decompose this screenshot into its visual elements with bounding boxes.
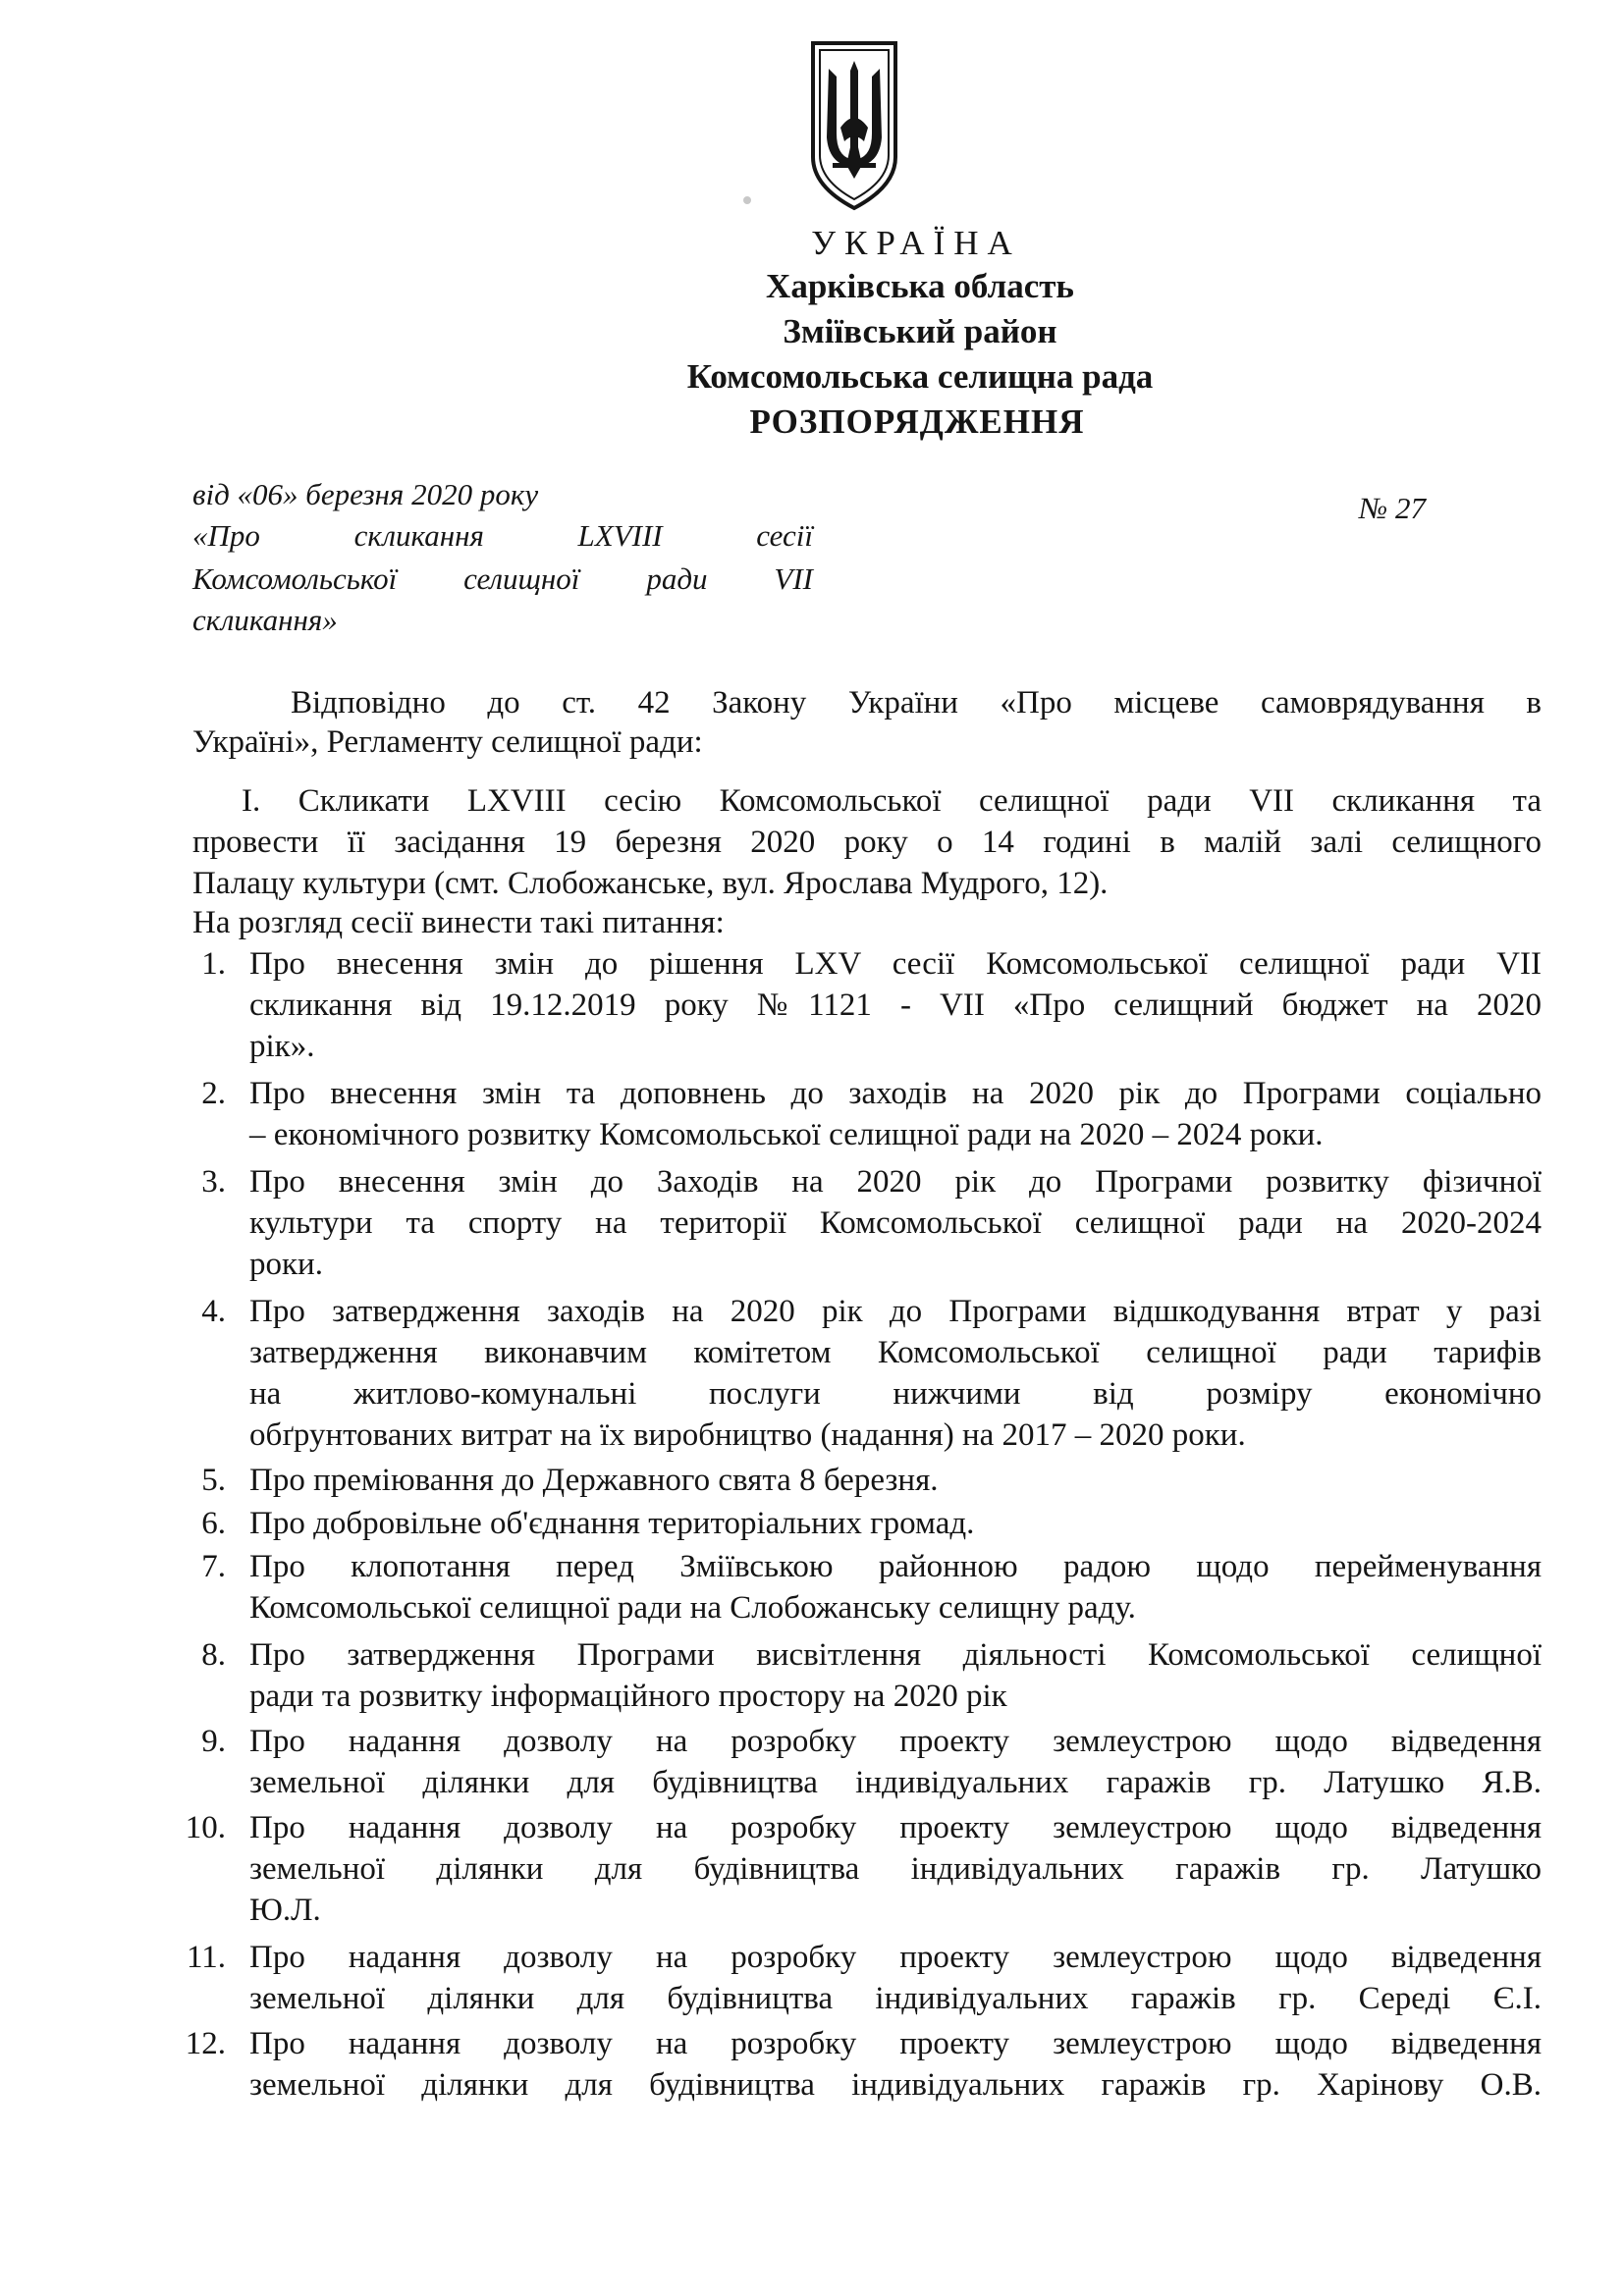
agenda-item-number: 11. bbox=[186, 1940, 226, 1975]
order-subject-line: скликання» bbox=[192, 603, 338, 637]
agenda-item-line: Про надання дозволу на розробку проекту землеустрою щодо відведення bbox=[249, 1940, 1542, 1975]
agenda-item-line: роки. bbox=[249, 1247, 323, 1282]
intro-line: Україні», Регламенту селищної ради: bbox=[192, 724, 703, 760]
agenda-item-number: 2. bbox=[201, 1076, 226, 1111]
agenda-item-number: 12. bbox=[185, 2026, 226, 2061]
district-name: Зміївський район bbox=[783, 312, 1057, 350]
agenda-item-number: 10. bbox=[185, 1810, 226, 1845]
agenda-item-line: земельної ділянки для будівництва індивідуальних гаражів гр. Харінову О.В. bbox=[249, 2067, 1542, 2103]
council-name: Комсомольська селищна рада bbox=[686, 357, 1154, 396]
agenda-item-line: обґрунтованих витрат на їх виробництво (надання) на 2017 – 2020 роки. bbox=[249, 1417, 1246, 1453]
agenda-item-line: Комсомольської селищної ради на Слобожанську селищну раду. bbox=[249, 1590, 1136, 1626]
agenda-item-line: земельної ділянки для будівництва індивідуальних гаражів гр. Латушко bbox=[249, 1851, 1542, 1887]
agenda-item-line: Ю.Л. bbox=[249, 1893, 321, 1928]
order-date: від «06» березня 2020 року bbox=[192, 477, 539, 511]
agenda-item-line: скликання від 19.12.2019 року №1121 - VII «Про селищний бюджет на 2020 bbox=[249, 988, 1542, 1023]
decision-line: провести її засідання 19 березня 2020 року о 14 годині в малій залі селищного bbox=[192, 825, 1542, 860]
agenda-item-line: Про затвердження заходів на 2020 рік до Програми відшкодування втрат у разі bbox=[249, 1294, 1542, 1329]
agenda-item-number: 8. bbox=[201, 1637, 226, 1673]
agenda-item-number: 3. bbox=[201, 1164, 226, 1200]
agenda-item-line: рік». bbox=[249, 1029, 315, 1064]
agenda-item-line: культури та спорту на території Комсомольської селищної ради на 2020-2024 bbox=[249, 1205, 1542, 1241]
agenda-item-number: 7. bbox=[201, 1549, 226, 1584]
order-number: № 27 bbox=[1359, 491, 1426, 525]
agenda-item-number: 4. bbox=[201, 1294, 226, 1329]
country-name: УКРАЇНА bbox=[811, 224, 1021, 262]
document-type: РОЗПОРЯДЖЕННЯ bbox=[749, 402, 1085, 441]
agenda-item-number: 6. bbox=[201, 1506, 226, 1541]
agenda-item-line: Про внесення змін до Заходів на 2020 рік до Програми розвитку фізичної bbox=[249, 1164, 1542, 1200]
agenda-item-line: – економічного розвитку Комсомольської селищної ради на 2020 – 2024 роки. bbox=[249, 1117, 1324, 1152]
decision-line: Палацу культури (смт. Слобожанське, вул. Ярослава Мудрого, 12). bbox=[192, 866, 1109, 901]
agenda-item-number: 9. bbox=[201, 1724, 226, 1759]
agenda-item-line: Про надання дозволу на розробку проекту землеустрою щодо відведення bbox=[249, 2026, 1542, 2061]
agenda-item-line: Про внесення змін та доповнень до заходів на 2020 рік до Програми соціально bbox=[249, 1076, 1542, 1111]
agenda-item-line: ради та розвитку інформаційного простору на 2020 рік bbox=[249, 1679, 1007, 1714]
agenda-item-line: земельної ділянки для будівництва індивідуальних гаражів гр. Латушко Я.В. bbox=[249, 1765, 1542, 1800]
agenda-item-line: Про клопотання перед Зміївською районною радою щодо перейменування bbox=[249, 1549, 1542, 1584]
agenda-item-line: затвердження виконавчим комітетом Комсомольської селищної ради тарифів bbox=[249, 1335, 1542, 1370]
decision-line: І. Скликати LXVIII сесію Комсомольської селищної ради VII скликання та bbox=[242, 783, 1542, 819]
agenda-item-line: Про затвердження Програми висвітлення діяльності Комсомольської селищної bbox=[249, 1637, 1542, 1673]
agenda-item-line: Про добровільне об'єднання територіальних громад. bbox=[249, 1506, 975, 1541]
region-name: Харківська область bbox=[766, 267, 1074, 305]
agenda-intro: На розгляд сесії винести такі питання: bbox=[192, 905, 725, 940]
agenda-item-line: на житлово-комунальні послуги нижчими від розміру економічно bbox=[249, 1376, 1542, 1412]
agenda-item-line: земельної ділянки для будівництва індивідуальних гаражів гр. Середі Є.І. bbox=[249, 1981, 1542, 2016]
scan-speck bbox=[743, 196, 751, 204]
agenda-item-line: Про внесення змін до рішення LXV сесії Комсомольської селищної ради VII bbox=[249, 946, 1542, 982]
agenda-item-line: Про преміювання до Державного свята 8 березня. bbox=[249, 1463, 939, 1498]
intro-line: Відповідно до ст. 42 Закону України «Про місцеве самоврядування в bbox=[291, 685, 1542, 721]
agenda-item-line: Про надання дозволу на розробку проекту землеустрою щодо відведення bbox=[249, 1810, 1542, 1845]
trident-emblem-icon bbox=[807, 39, 901, 212]
agenda-item-line: Про надання дозволу на розробку проекту землеустрою щодо відведення bbox=[249, 1724, 1542, 1759]
agenda-item-number: 5. bbox=[201, 1463, 226, 1498]
order-subject-line: «Про скликання LXVIII сесії bbox=[192, 518, 813, 553]
order-subject-line: Комсомольської селищної ради VII bbox=[192, 561, 813, 596]
agenda-item-number: 1. bbox=[201, 946, 226, 982]
